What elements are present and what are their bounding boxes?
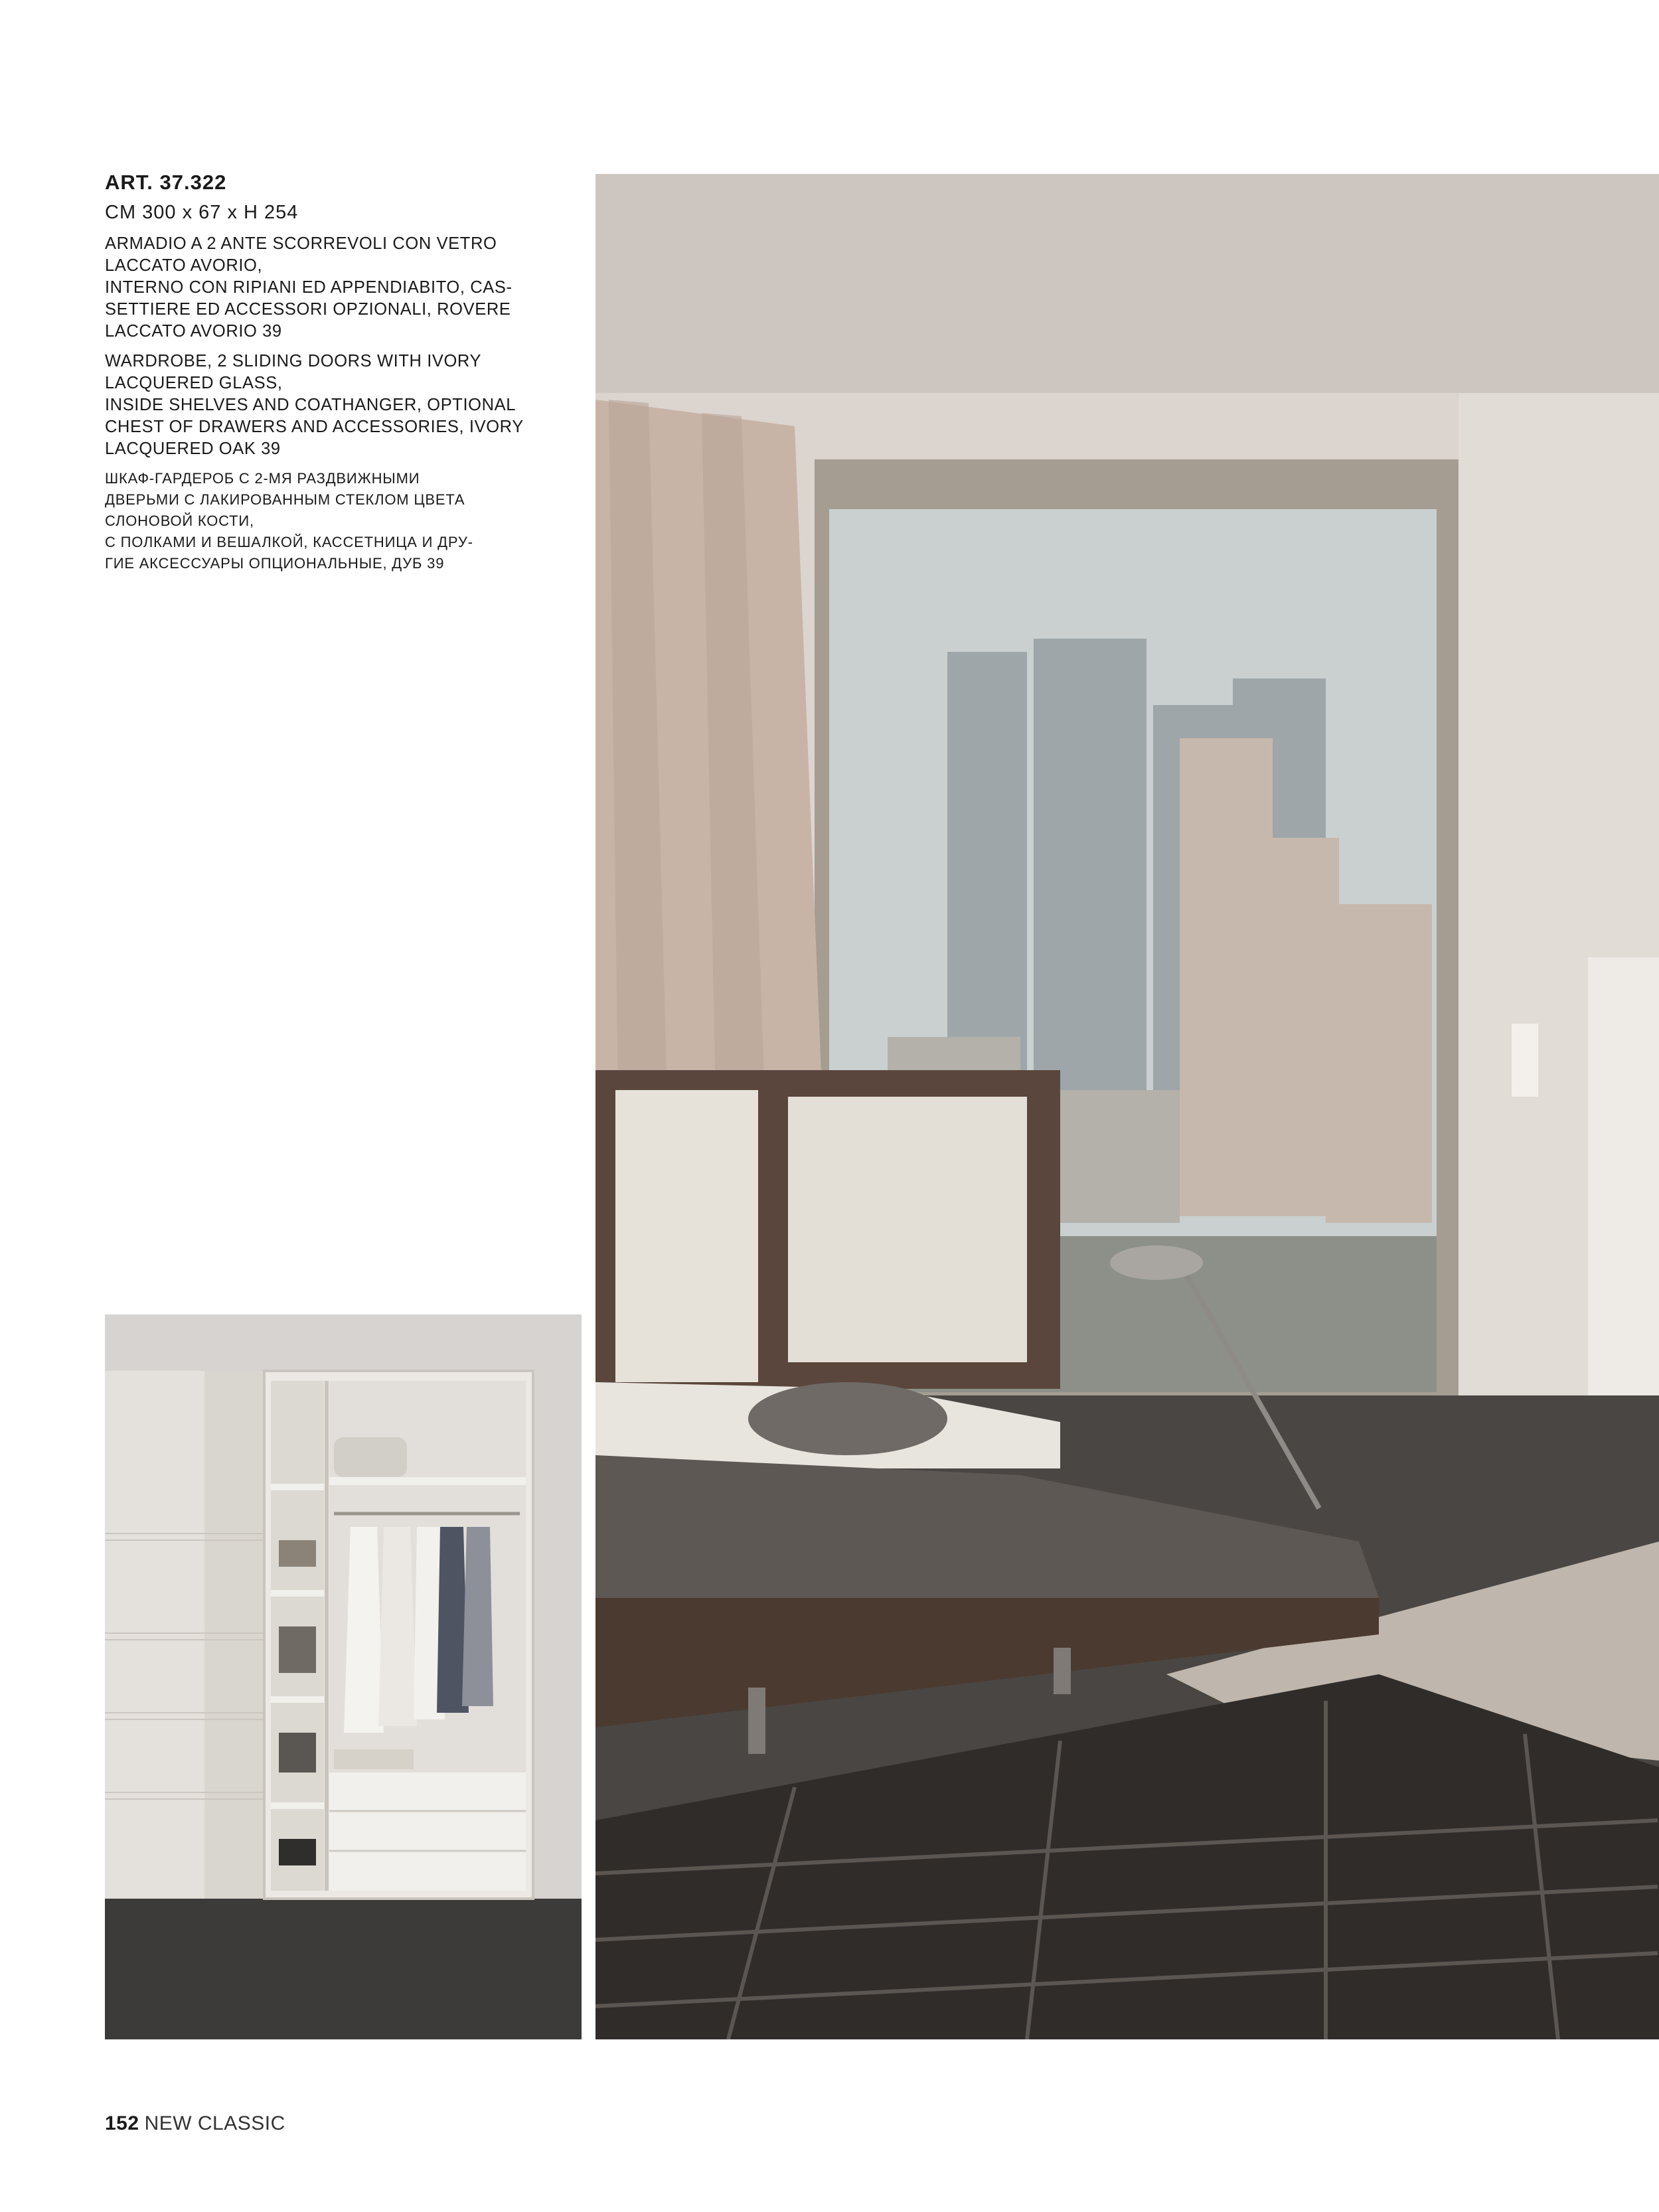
page-number: 152 — [105, 2112, 139, 2134]
wardrobe-photo — [105, 1314, 582, 2039]
page-footer — [105, 2112, 285, 2135]
description-line: С ПОЛКАМИ И ВЕШАЛКОЙ, КАССЕТНИЦА И ДРУ- — [105, 534, 473, 550]
description-line: LACQUERED GLASS, — [105, 374, 283, 392]
description-line: CHEST OF DRAWERS AND ACCESSORIES, IVORY — [105, 418, 524, 436]
description-line: ARMADIO A 2 ANTE SCORREVOLI CON VETRO — [105, 234, 497, 253]
product-dimensions: CM 300 x 67 x H 254 — [105, 202, 299, 223]
article-number: ART. 37.322 — [105, 171, 227, 194]
description-line: ШКАФ-ГАРДЕРОБ С 2-МЯ РАЗДВИЖНЫМИ — [105, 470, 420, 487]
bedroom-photo — [595, 174, 1659, 2039]
description-line: INSIDE SHELVES AND COATHANGER, OPTIONAL — [105, 396, 516, 414]
description-line: LACCATO AVORIO 39 — [105, 322, 282, 341]
description-russian — [105, 468, 530, 574]
description-line: ГИЕ АКСЕССУАРЫ ОПЦИОНАЛЬНЫЕ, ДУБ 39 — [105, 555, 445, 572]
section-title: NEW CLASSIC — [144, 2112, 285, 2134]
description-line: СЛОНОВОЙ КОСТИ, — [105, 513, 254, 529]
description-line: LACCATO AVORIO, — [105, 256, 263, 275]
description-line: INTERNO CON RIPIANI ED APPENDIABITO, CAS- — [105, 278, 513, 297]
description-line: ДВЕРЬМИ С ЛАКИРОВАННЫМ СТЕКЛОМ ЦВЕТА — [105, 491, 465, 508]
description-line: LACQUERED OAK 39 — [105, 439, 281, 458]
description-line: WARDROBE, 2 SLIDING DOORS WITH IVORY — [105, 352, 482, 370]
product-description — [105, 169, 530, 582]
wardrobe-illustration — [105, 1314, 582, 2039]
description-italian — [105, 233, 530, 343]
description-line: SETTIERE ED ACCESSORI OPZIONALI, ROVERE — [105, 300, 511, 319]
bedroom-illustration — [595, 174, 1659, 2039]
description-english — [105, 351, 530, 460]
